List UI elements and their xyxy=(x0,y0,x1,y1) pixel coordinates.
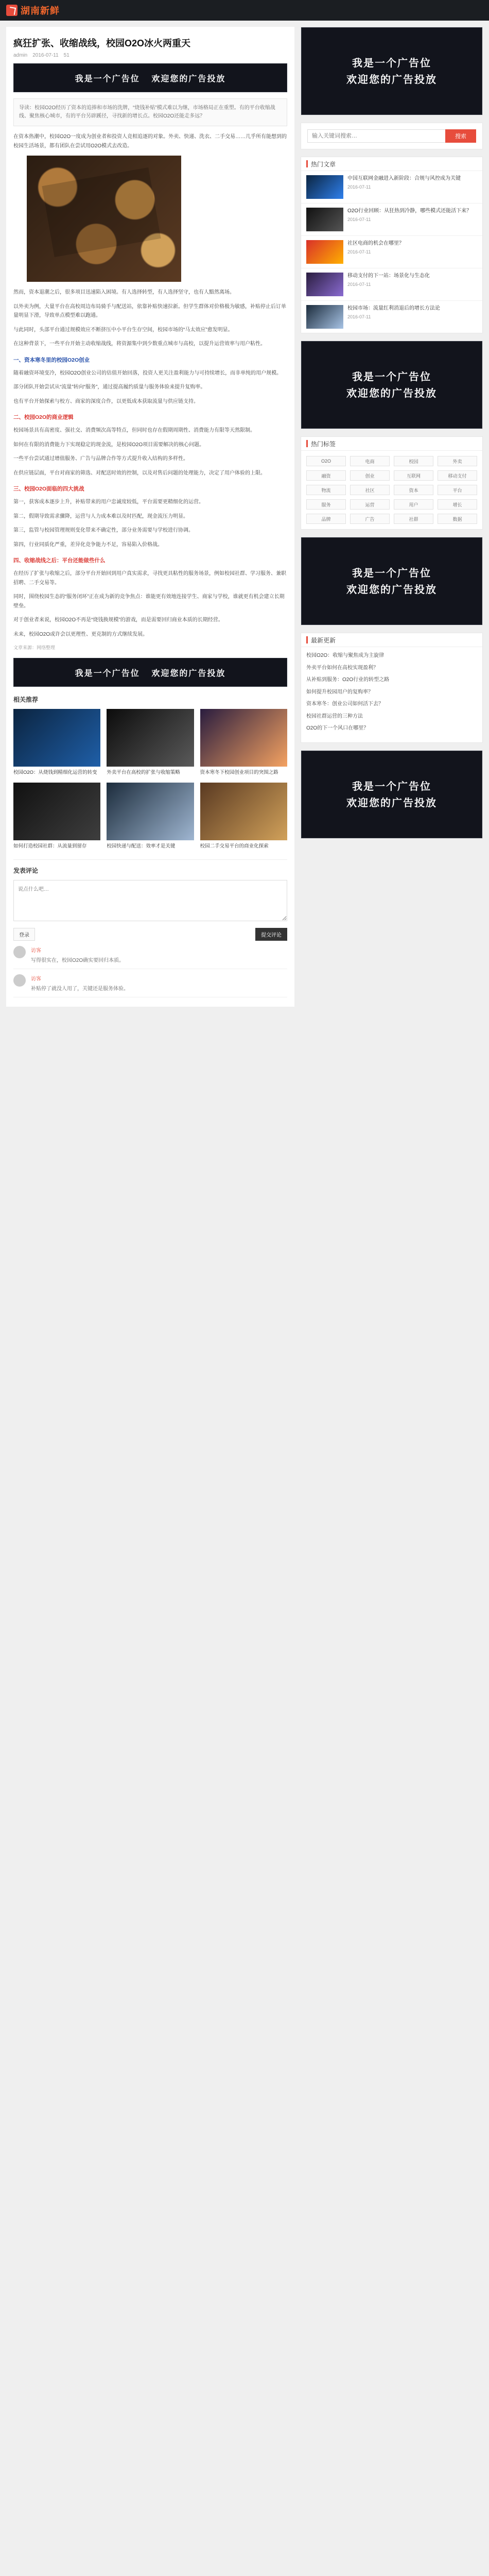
meta-author: admin xyxy=(13,53,28,58)
related-caption: 资本寒冬下校园创业项目的突围之路 xyxy=(200,770,278,775)
related-item[interactable] xyxy=(200,709,287,776)
tag[interactable]: 创业 xyxy=(350,470,390,481)
related-caption: 校园二手交易平台的商业化探索 xyxy=(200,843,269,849)
hot-item-date: 2016-07-11 xyxy=(347,184,371,190)
recent-title-text: 最新更新 xyxy=(311,636,336,644)
avatar xyxy=(13,974,26,987)
related-thumbnail xyxy=(200,709,287,767)
paragraph: 未来，校园O2O或许会以更理性、更克制的方式继续发展。 xyxy=(13,631,148,637)
paragraph: 第三，监管与校园管理规则变化带来不确定性，部分业务需要与学校进行协调。 xyxy=(13,528,194,533)
related-caption: 校园快递与配送：效率才是关键 xyxy=(107,843,176,849)
hot-item-date: 2016-07-11 xyxy=(347,216,371,222)
ad-line-2: 欢迎您的广告投放 xyxy=(346,73,437,86)
paragraph: 以外卖为例，大量平台在高校周边布局骑手与配送站，依靠补贴快速拉新。但学生群体对价格极为敏感，补贴停止后订单量明显下滑，导致单点模型难以跑通。 xyxy=(13,303,286,318)
tag[interactable]: 运营 xyxy=(350,499,390,510)
comment-body xyxy=(31,946,124,963)
ad-text-2: 欢迎您的广告投放 xyxy=(151,73,226,83)
article-image xyxy=(27,156,181,282)
tags-card xyxy=(301,436,483,530)
paragraph: 如何在有限的消费能力下实现稳定的现金流，是校园O2O项目需要解决的核心问题。 xyxy=(13,442,205,448)
tag[interactable]: 服务 xyxy=(306,499,346,510)
recent-list xyxy=(301,647,482,742)
paragraph: 与此同时，头部平台通过规模效应不断挤压中小平台生存空间，校园市场的“马太效应”愈发明显。 xyxy=(13,327,233,333)
tag[interactable]: 融资 xyxy=(306,470,346,481)
tag[interactable]: 社区 xyxy=(350,485,390,495)
ad-text-1: 我是一个广告位 xyxy=(75,668,140,678)
paragraph: 部分团队开始尝试从“流量”转向“服务”，通过提高履约质量与服务体验来提升复购率。 xyxy=(13,384,206,390)
sidebar-ad[interactable] xyxy=(301,537,482,625)
hot-item[interactable] xyxy=(301,268,482,301)
related-thumbnail xyxy=(200,783,287,840)
related-item[interactable] xyxy=(107,783,194,850)
sidebar-ad-bottom-2[interactable] xyxy=(301,750,483,839)
hot-item-title: 校园市场：流量红利消退后的增长方法论 xyxy=(347,306,440,311)
recent-item[interactable]: 校园O2O：收缩与聚焦成为主旋律 xyxy=(306,653,385,658)
logo-icon xyxy=(6,5,18,16)
ad-line-1: 我是一个广告位 xyxy=(352,567,431,579)
related-item[interactable] xyxy=(13,709,100,776)
tag[interactable]: 品牌 xyxy=(306,514,346,524)
paragraph: 在资本热潮中，校园O2O一度成为创业者和投资人竞相追逐的对象。外卖、快递、洗衣、二手交易……几乎所有能想到的校园生活场景，都有团队在尝试用O2O模式去改造。 xyxy=(13,134,287,149)
ad-text-1: 我是一个广告位 xyxy=(75,73,140,83)
article-summary: 导读：校园O2O经历了资本的追捧和市场的洗牌，“烧钱补贴”模式难以为继，市场格局正在重塑。有的平台收缩战线、聚焦核心城市，有的平台另辟蹊径，寻找新的增长点。校园O2O还能走多远？ xyxy=(13,98,287,126)
paragraph: 也有平台开始探索与校方、商家的深度合作，以更低成本获取流量与供应链支持。 xyxy=(13,398,199,404)
related-grid xyxy=(13,709,287,850)
article-title: 疯狂扩张、收缩战线，校园O2O冰火两重天 xyxy=(13,38,191,48)
tags-title xyxy=(301,437,482,451)
section-heading: 四、收缩战线之后：平台还能做些什么 xyxy=(13,557,106,564)
comment-item xyxy=(13,941,287,969)
tag[interactable]: 增长 xyxy=(438,499,477,510)
paragraph: 校园场景具有高密度、强社交、消费频次高等特点，但同时也存在假期周期性、消费能力有限等天然限制。 xyxy=(13,428,255,433)
tag[interactable]: 物流 xyxy=(306,485,346,495)
hot-item[interactable] xyxy=(301,171,482,204)
related-title: 相关推荐 xyxy=(13,696,39,703)
sidebar-ad[interactable] xyxy=(301,27,482,115)
meta-views: 51 xyxy=(63,53,69,58)
source-line: 文章来源：网络整理 xyxy=(13,645,56,650)
paragraph: 随着融资环境变冷，校园O2O创业公司的估值开始回落，投资人更关注盈利能力与可持续增长，而非单纯的用户规模。 xyxy=(13,370,282,376)
comment-item xyxy=(13,969,287,997)
related-thumbnail xyxy=(107,709,194,767)
hot-thumbnail xyxy=(306,305,343,329)
meta-date: 2016-07-11 xyxy=(32,53,59,58)
sidebar-ad-top[interactable] xyxy=(301,27,483,115)
search-input[interactable] xyxy=(307,129,445,143)
ad-line-2: 欢迎您的广告投放 xyxy=(346,387,437,399)
avatar xyxy=(13,946,26,958)
recent-item[interactable]: O2O的下一个风口在哪里？ xyxy=(306,725,369,731)
hot-item-title: 社区电商的机会在哪里？ xyxy=(347,241,404,246)
tag[interactable]: 电商 xyxy=(350,456,390,466)
hot-articles-card xyxy=(301,157,483,333)
hot-title-text: 热门文章 xyxy=(311,160,336,168)
sidebar-ad-bottom[interactable] xyxy=(301,537,483,625)
comment-body xyxy=(31,974,129,992)
tag[interactable]: 平台 xyxy=(438,485,477,495)
hot-item-title: 中国互联网金融进入新阶段：合规与风控成为关键 xyxy=(347,176,461,181)
sidebar-ad[interactable] xyxy=(301,341,482,429)
hot-item[interactable] xyxy=(301,301,482,333)
related-thumbnail xyxy=(13,783,100,840)
tag[interactable]: 资本 xyxy=(394,485,433,495)
paragraph: 在供应链层面，平台对商家的筛选、对配送时效的控制，以及对售后问题的处理能力，决定了用户体验的上限。 xyxy=(13,470,266,476)
comment-text: 写得很实在，校园O2O确实要回归本质。 xyxy=(31,957,125,963)
title-accent-bar xyxy=(306,440,308,447)
recent-item[interactable]: 资本寒冬：创业公司如何活下去？ xyxy=(306,701,383,707)
article-meta xyxy=(13,53,287,58)
tag-grid xyxy=(301,451,482,529)
tag[interactable]: O2O xyxy=(306,456,346,466)
article-main xyxy=(6,27,294,1007)
tag[interactable]: 用户 xyxy=(394,499,433,510)
paragraph: 第一，获客成本逐步上升，补贴带来的用户忠诚度较低，平台需要更精细化的运营。 xyxy=(13,499,204,505)
sidebar xyxy=(301,27,483,846)
hot-item-title: O2O行业回顾：从狂热到冷静，哪些模式还能活下来？ xyxy=(347,208,472,214)
related-caption: 外卖平台在高校的扩张与收缩策略 xyxy=(107,770,180,775)
tag[interactable]: 互联网 xyxy=(394,470,433,481)
paragraph: 对于创业者来说，校园O2O不再是“烧钱换规模”的游戏，而是需要回归商业本质的长期经营。 xyxy=(13,617,223,623)
ad-line-1: 我是一个广告位 xyxy=(352,779,431,792)
related-item[interactable] xyxy=(200,783,287,850)
comment-author[interactable]: 访客 xyxy=(31,976,41,982)
tag[interactable]: 数据 xyxy=(438,514,477,524)
login-button[interactable]: 登录 xyxy=(13,928,35,941)
section-heading: 三、校园O2O面临的四大挑战 xyxy=(13,486,84,492)
paragraph: 第四，行业同质化严重，差异化竞争能力不足，容易陷入价格战。 xyxy=(13,541,163,548)
ad-line-2: 欢迎您的广告投放 xyxy=(346,583,437,596)
recent-item[interactable]: 外卖平台如何在高校实现盈利？ xyxy=(306,665,378,671)
search-form xyxy=(301,123,482,149)
paragraph: 一些平台尝试通过增值服务、广告与品牌合作等方式提升收入结构的多样性。 xyxy=(13,456,188,462)
sidebar-ad-mid[interactable] xyxy=(301,341,483,429)
recent-title xyxy=(301,633,482,647)
paragraph: 同时，围绕校园生态的“服务闭环”正在成为新的竞争焦点：谁能更有效地连接学生、商家与学校，谁就更有机会建立长期壁垒。 xyxy=(13,594,285,609)
paragraph: 然而，资本退潮之后，很多项目迅速陷入困境。有人选择转型，有人选择坚守，也有人黯然离场。 xyxy=(13,290,235,295)
search-card xyxy=(301,123,483,149)
related-item[interactable] xyxy=(107,709,194,776)
hot-item-date: 2016-07-11 xyxy=(347,314,371,319)
related-caption: 如何打造校园社群：从流量到留存 xyxy=(13,843,87,849)
related-caption: 校园O2O：从烧钱到精细化运营的转变 xyxy=(13,770,97,775)
comment-actions xyxy=(13,928,287,941)
title-accent-bar xyxy=(306,636,308,643)
ad-line-2: 欢迎您的广告投放 xyxy=(346,796,437,809)
hot-thumbnail xyxy=(306,175,343,199)
section-heading: 二、校园O2O的商业逻辑 xyxy=(13,414,74,420)
hot-item[interactable] xyxy=(301,236,482,268)
site-logo[interactable] xyxy=(6,3,60,18)
hot-thumbnail xyxy=(306,273,343,296)
recent-item[interactable]: 如何提升校园用户的复购率？ xyxy=(306,689,373,695)
ad-text-2: 欢迎您的广告投放 xyxy=(151,668,226,678)
comment-text: 补贴停了就没人用了，关键还是服务体验。 xyxy=(31,986,129,992)
tag[interactable]: 校园 xyxy=(394,456,433,466)
top-navigation-bar xyxy=(0,0,489,21)
logo-text: 湖南新鲜 xyxy=(21,6,60,16)
ad-line-1: 我是一个广告位 xyxy=(352,370,431,383)
hot-item-date: 2016-07-11 xyxy=(347,249,371,255)
comments-title: 发表评论 xyxy=(13,867,39,874)
submit-comment-button[interactable]: 提交评论 xyxy=(255,928,287,941)
comments-section xyxy=(13,859,287,997)
comment-textarea[interactable] xyxy=(13,880,287,921)
title-accent-bar xyxy=(306,160,308,167)
article-top-ad[interactable] xyxy=(13,63,287,92)
recent-item[interactable]: 校园社群运营的三种方法 xyxy=(306,713,363,719)
hot-articles-title xyxy=(301,157,482,171)
hot-item-title: 移动支付的下一站：场景化与生态化 xyxy=(347,273,430,279)
related-item[interactable] xyxy=(13,783,100,850)
recent-item[interactable]: 从补贴到服务：O2O行业的转型之路 xyxy=(306,677,390,683)
tags-title-text: 热门标签 xyxy=(311,440,336,448)
related-thumbnail xyxy=(107,783,194,840)
tag[interactable]: 移动支付 xyxy=(438,470,477,481)
tag[interactable]: 外卖 xyxy=(438,456,477,466)
hot-thumbnail xyxy=(306,208,343,231)
related-thumbnail xyxy=(13,709,100,767)
hot-thumbnail xyxy=(306,240,343,264)
tag[interactable]: 广告 xyxy=(350,514,390,524)
hot-item[interactable] xyxy=(301,204,482,236)
tag[interactable]: 社群 xyxy=(394,514,433,524)
recent-card xyxy=(301,633,483,743)
paragraph: 在这种背景下，一些平台开始主动收缩战线，将资源集中到少数重点城市与高校，以提升运营效率与用户粘性。 xyxy=(13,341,266,347)
section-heading: 一、资本寒冬里的校园O2O创业 xyxy=(13,357,90,363)
search-button[interactable]: 搜索 xyxy=(445,129,476,143)
article-bottom-ad[interactable] xyxy=(13,658,287,687)
hot-item-date: 2016-07-11 xyxy=(347,281,371,287)
sidebar-ad[interactable] xyxy=(301,751,482,838)
ad-line-1: 我是一个广告位 xyxy=(352,57,431,69)
paragraph: 在经历了扩张与收缩之后，部分平台开始回到用户真实需求，寻找更具粘性的服务场景，例如校园社群、学习服务、兼职招聘、二手交易等。 xyxy=(13,571,286,586)
comment-author[interactable]: 访客 xyxy=(31,947,41,954)
paragraph: 第二，假期导致需求骤降，运营与人力成本难以及时匹配，现金流压力明显。 xyxy=(13,513,188,519)
